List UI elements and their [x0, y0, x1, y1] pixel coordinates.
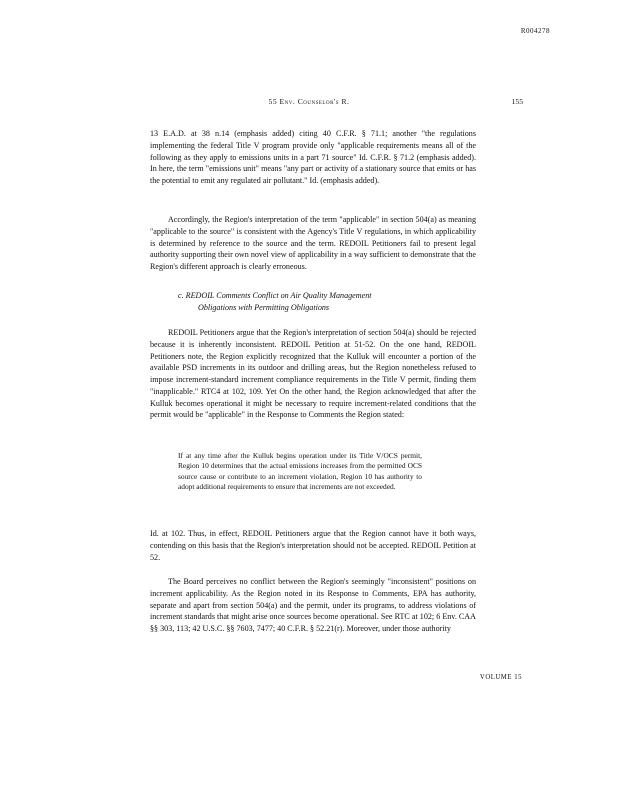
- page-number: 155: [511, 97, 523, 106]
- paragraph-5: [150, 576, 476, 635]
- paragraph-3: [150, 327, 476, 421]
- bates-stamp: R004278: [520, 27, 550, 35]
- block-quote: [178, 451, 422, 492]
- section-heading: [178, 290, 468, 313]
- volume-footer: VOLUME 15: [479, 674, 522, 681]
- paragraph-text: 13 E.A.D. at 38 n.14 (emphasis added) citing 40 C.F.R. § 71.1; another "the regulations implementing the federal Title V program provide only "applicable requirements means all of the following as they apply to emissions units in a part 71 source" Id. C.F.R. § 71.2 (emphasis added). In here, the term "emissions unit" means "any part or activity of a stationary source that emits or has the potential to emit any regulated air pollutant." Id. (emphasis added).: [150, 129, 476, 185]
- paragraph-text: The Board perceives no conflict between the Region's seemingly "inconsistent" positions on increment applicability. As the Region noted in its Response to Comments, EPA has authority, separate and apart from section 504(a) and the permit, under its programs, to address violations of increment standards that might arise once sources become operational. See RTC at 102; 6 Env. CAA §§ 303, 113; 42 U.S.C. §§ 7603, 7477; 40 C.F.R. § 52.21(r). Moreover, under those authority: [150, 577, 476, 633]
- block-quote-text: If at any time after the Kulluk begins operation under its Title V/OCS permit, Region 10 determines that the actual emissions increases from the permitted OCS source cause or contribute to an increment violation, Region 10 has authority to adopt additional requirements to ensure that increments are not exceeded.: [178, 451, 422, 491]
- section-heading-line-1: c. REDOIL Comments Conflict on Air Quality Management: [178, 291, 372, 300]
- paragraph-2: [150, 214, 476, 273]
- paragraph-1: [150, 128, 476, 187]
- paragraph-4: [150, 528, 476, 563]
- section-heading-line-2: Obligations with Permitting Obligations: [198, 302, 330, 312]
- paragraph-text: REDOIL Petitioners argue that the Region's interpretation of section 504(a) should be rejected because it is inherently inconsistent. REDOIL Petition at 51-52. On the one hand, REDOIL Petitioners note, the Region explicitly recognized that the Kulluk will encounter a portion of the available PSD increments in its outdoor and drilling areas, but the Region nonetheless refused to impose increment-standard increment compliance requirements in the Title V permit, finding them "inapplicable." RTC4 at 102, 109. Yet On the other hand, the Region acknowledged that after the Kulluk becomes operational it might be necessary to require increment-related conditions that the permit would be "applicable" in the Response to Comments the Region stated:: [150, 328, 476, 420]
- paragraph-text: Accordingly, the Region's interpretation of the term "applicable" in section 504(a) as meaning "applicable to the source" is consistent with the Agency's Title V regulations, in which applicability is determined by reference to the source and the term. REDOIL Petitioners fail to present legal authority supporting their own novel view of applicability in a way sufficient to demonstrate that the Region's different approach is clearly erroneous.: [150, 215, 476, 271]
- running-title: 55 Env. Counselor's R.: [268, 97, 350, 106]
- paragraph-text: Id. at 102. Thus, in effect, REDOIL Petitioners argue that the Region cannot have it both ways, contending on this basis that the Region's interpretation should not be accepted. REDOIL Petition at 52.: [150, 529, 476, 562]
